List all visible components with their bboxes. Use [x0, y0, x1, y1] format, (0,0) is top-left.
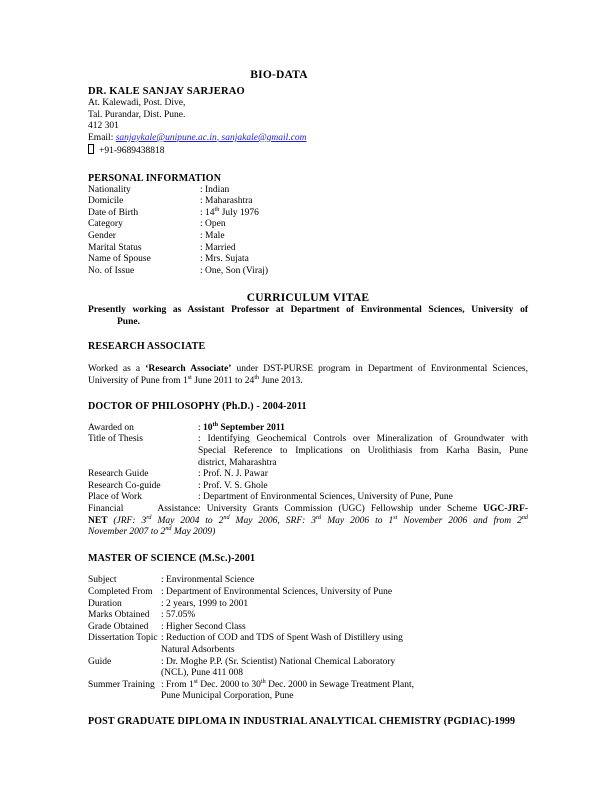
field-value — [200, 231, 528, 243]
text-run: : Higher Second Class — [161, 621, 246, 632]
field-value — [198, 492, 528, 504]
field-label: Category — [88, 219, 123, 230]
field-label: Research Guide — [88, 469, 149, 480]
text-line — [88, 504, 528, 516]
field-value — [200, 185, 528, 197]
text-run: : 2 years, 1999 to 2001 — [161, 598, 249, 609]
email-link-unipune[interactable]: sanjaykale@unipune.ac.in — [115, 132, 217, 143]
text-line — [88, 527, 528, 539]
field-value — [161, 680, 528, 703]
text-run: NET — [88, 515, 114, 526]
field-row — [88, 434, 528, 469]
phone-icon — [88, 144, 94, 154]
field-label: Date of Birth — [88, 207, 139, 218]
text-line — [88, 376, 528, 388]
field-row — [88, 587, 528, 599]
text-line — [117, 317, 528, 329]
text-run: st — [193, 678, 198, 685]
text-run: : Married — [200, 242, 236, 253]
email-links — [116, 133, 307, 143]
field-label: Guide — [88, 656, 112, 667]
text-run: th — [254, 374, 260, 381]
text-run: Presently working as Assistant Professor at Department of Environmental Sciences, University of — [88, 305, 528, 316]
text-run: University of Pune from 1 — [88, 375, 188, 386]
field-label: Name of Spouse — [88, 254, 151, 265]
text-run: Pune. — [117, 316, 140, 327]
section-heading-pgdiac: POST GRADUATE DIPLOMA IN INDUSTRIAL ANALYTICAL CHEMISTRY (PGDIAC)-1999 — [88, 715, 516, 727]
field-value — [200, 243, 528, 255]
field-label: Research Co-guide — [88, 480, 161, 491]
field-row — [88, 599, 528, 611]
field-value — [161, 587, 528, 599]
phone-number: +91-9689438818 — [99, 146, 165, 157]
text-run: : 57.05% — [161, 610, 196, 621]
text-run: May 2004 to 2 — [151, 515, 224, 526]
section-heading-phd: DOCTOR OF PHILOSOPHY (Ph.D.) - 2004-2011 — [88, 401, 307, 413]
text-run: : Reduction of COD and TDS of Spent Wash of Distillery using — [161, 633, 403, 644]
field-row — [88, 219, 528, 231]
field-row — [88, 481, 528, 493]
field-label: Completed From — [88, 587, 153, 597]
text-line — [88, 516, 528, 528]
field-value — [161, 575, 528, 587]
field-row — [88, 657, 528, 680]
text-line — [198, 458, 528, 470]
text-run: UGC-JRF- — [483, 504, 528, 515]
field-value — [198, 481, 528, 493]
field-value — [198, 469, 528, 481]
text-line — [88, 364, 528, 376]
financial-assistance-paragraph — [88, 504, 528, 539]
field-row — [88, 575, 528, 587]
field-row — [88, 610, 528, 622]
field-label: Subject — [88, 575, 117, 586]
field-row — [88, 266, 528, 278]
phd-rows — [88, 423, 528, 504]
page-title: BIO-DATA — [250, 69, 308, 81]
text-run: : University Grants Commission (UGC) Fellowship under Scheme — [198, 504, 484, 515]
field-label: Title of Thesis — [88, 434, 143, 445]
text-run: : From 1 — [161, 679, 194, 690]
field-value — [161, 622, 528, 634]
text-run: June 2013. — [259, 375, 303, 386]
text-run: Special Reference to Implications on Urolithiasis from Karha Basin, Pune — [198, 446, 528, 457]
section-heading-research-associate: RESEARCH ASSOCIATE — [88, 340, 206, 352]
text-run: st — [187, 374, 192, 381]
text-run: nd — [165, 526, 172, 533]
personal-information-rows — [88, 185, 528, 278]
research-associate-paragraph — [88, 364, 528, 387]
text-run: th — [260, 678, 266, 685]
text-run: rd — [146, 514, 152, 521]
text-run: : — [198, 422, 204, 433]
text-run: rd — [316, 514, 322, 521]
text-run: : Prof. V. S. Ghole — [198, 480, 268, 491]
field-value — [161, 633, 528, 656]
email-link-gmail[interactable]: sanjakale@gmail.com — [221, 132, 307, 143]
field-value — [200, 208, 528, 220]
text-run: : 14 — [200, 207, 215, 218]
field-label: Gender — [88, 230, 116, 241]
field-row — [88, 492, 528, 504]
text-run: : Indian — [200, 184, 230, 195]
text-run: : Mrs. Sujata — [200, 254, 249, 265]
field-label: No. of Issue — [88, 265, 135, 276]
text-run: district, Maharashtra — [198, 457, 277, 468]
field-value — [200, 219, 528, 231]
field-label: Summer Training — [88, 679, 155, 690]
text-run: May 2006 to 1 — [321, 515, 394, 526]
field-row — [88, 196, 528, 208]
text-run: Dec. 2000 to 30 — [197, 679, 261, 690]
text-run: th — [212, 421, 218, 428]
field-label: Dissertation Topic — [88, 633, 158, 644]
text-run: November 2007 to 2 — [88, 527, 166, 538]
field-label: Marks Obtained — [88, 610, 150, 621]
field-row — [88, 231, 528, 243]
text-run: September 2011 — [218, 422, 285, 433]
current-position-paragraph — [88, 305, 528, 328]
text-run: Financial Assistance — [88, 504, 198, 515]
field-value — [198, 434, 528, 469]
field-label: Nationality — [88, 184, 131, 195]
text-run: ‘Research Associate’ — [145, 364, 232, 375]
text-run: : Environmental Science — [161, 575, 255, 586]
field-row — [88, 633, 528, 656]
text-run: May 2006, SRF: 3 — [229, 515, 317, 526]
field-value — [200, 254, 528, 266]
text-run: nd — [223, 514, 230, 521]
text-run: under DST-PURSE program in Department of Environmental Sciences, — [231, 364, 528, 375]
address-line-1: At. Kalewadi, Post. Dive, — [88, 98, 186, 108]
text-run: st — [393, 514, 398, 521]
phone-line — [88, 144, 528, 158]
person-name: DR. KALE SANJAY SARJERAO — [88, 86, 245, 97]
text-run: : Dr. Moghe P.P. (Sr. Scientist) National Chemical Laboratory — [161, 656, 396, 667]
msc-rows — [88, 575, 528, 703]
text-run: June 2011 to 24 — [191, 375, 255, 386]
field-value-line-2: Natural Adsorbents — [161, 644, 235, 655]
text-run: : Identifying Geochemical Controls over Mineralization of Groundwater with — [198, 434, 528, 445]
text-run: July 1976 — [219, 207, 259, 218]
field-label: Domicile — [88, 196, 124, 207]
field-row — [88, 423, 528, 435]
field-value — [161, 657, 528, 680]
text-line — [198, 446, 528, 458]
address-line-2: Tal. Purandar, Dist. Pune. — [88, 109, 186, 120]
text-run: May 2009) — [171, 527, 216, 538]
field-value — [198, 423, 528, 435]
email-line — [88, 133, 528, 145]
text-run: (JRF: 3 — [113, 515, 147, 526]
text-run: th — [214, 206, 220, 213]
section-heading-msc: MASTER OF SCIENCE (M.Sc.)-2001 — [88, 552, 256, 564]
field-row — [88, 469, 528, 481]
field-row — [88, 208, 528, 220]
field-label: Marital Status — [88, 242, 142, 253]
field-row — [88, 243, 528, 255]
text-run: nd — [521, 514, 528, 521]
field-label: Place of Work — [88, 492, 142, 503]
text-run: Dec. 2000 in Sewage Treatment Plant, — [265, 679, 414, 690]
field-row — [88, 680, 528, 703]
field-row — [88, 254, 528, 266]
field-value — [200, 196, 528, 208]
email-separator: , — [216, 132, 222, 143]
text-run: : Maharashtra — [200, 196, 253, 207]
field-label: Awarded on — [88, 422, 134, 433]
text-run: : One, Son (Viraj) — [200, 265, 269, 276]
section-heading-personal-information: PERSONAL INFORMATION — [88, 172, 222, 184]
text-run: : Open — [200, 219, 226, 230]
text-run: : Male — [200, 230, 225, 241]
field-row — [88, 622, 528, 634]
field-value — [161, 610, 528, 622]
field-row — [88, 185, 528, 197]
text-run: : Department of Environmental Sciences, University of Pune — [161, 587, 393, 597]
text-run: : Department of Environmental Sciences, University of Pune, Pune — [198, 492, 453, 503]
section-heading-curriculum-vitae: CURRICULUM VITAE — [246, 292, 370, 305]
email-label: Email: — [88, 132, 116, 143]
field-value — [161, 599, 528, 611]
field-value-line-2: Pune Municipal Corporation, Pune — [161, 691, 294, 702]
text-line — [198, 434, 528, 446]
field-value — [200, 266, 528, 278]
address-line-3: 412 301 — [88, 121, 119, 132]
text-run: Worked as a — [88, 364, 146, 375]
text-run: : Prof. N. J. Pawar — [198, 469, 268, 480]
text-line — [88, 305, 528, 317]
text-run: 10 — [203, 422, 213, 433]
field-label: Grade Obtained — [88, 621, 149, 632]
field-value-line-2: (NCL), Pune 411 008 — [161, 668, 243, 679]
field-label: Duration — [88, 598, 122, 609]
text-run: November 2006 and from 2 — [397, 515, 522, 526]
